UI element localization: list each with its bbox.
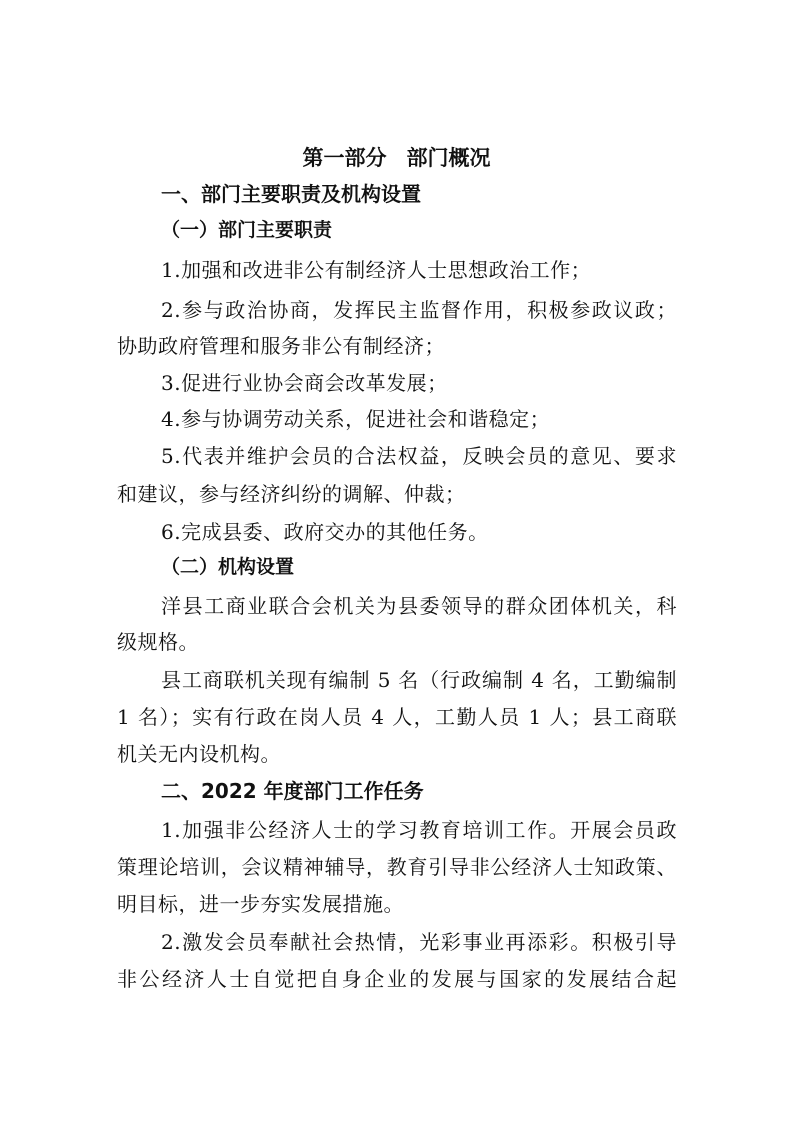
subsection-heading: （一）部门主要职责 (161, 219, 333, 241)
paragraph-line: 机关无内设机构。 (117, 742, 281, 766)
title-name: 部门概况 (406, 146, 491, 170)
paragraph-line: 2.激发会员奉献社会热情，光彩事业再添彩。积极引导 (161, 930, 677, 954)
duty-item-1: 1.加强和改进非公有制经济人士思想政治工作； (161, 258, 592, 282)
duty-item-5: 5.代表并维护会员的合法权益，反映会员的意见、要求 (161, 444, 677, 468)
paragraph-line: 策理论培训，会议精神辅导，教育引导非公经济人士知政策、 (117, 855, 677, 879)
duty-item-5-cont: 和建议，参与经济纠纷的调解、仲裁； (117, 482, 466, 506)
subsection-heading: （二）机构设置 (161, 556, 295, 578)
paragraph-line: 1.加强非公经济人士的学习教育培训工作。开展会员政 (161, 818, 677, 842)
page-title (0, 143, 793, 173)
duty-item-4: 4.参与协调劳动关系，促进社会和谐稳定； (161, 407, 551, 431)
paragraph-line: 县工商联机关现有编制 5 名（行政编制 4 名，工勤编制 (161, 668, 677, 692)
paragraph-line: 级规格。 (117, 630, 199, 654)
duty-item-6: 6.完成县委、政府交办的其他任务。 (161, 520, 489, 544)
paragraph-line: 非公经济人士自觉把自身企业的发展与国家的发展结合起 (117, 967, 677, 991)
section-heading: 二、2022 年度部门工作任务 (161, 779, 424, 803)
section-heading: 一、部门主要职责及机构设置 (161, 182, 421, 206)
paragraph-line: 洋县工商业联合会机关为县委领导的群众团体机关，科 (161, 594, 677, 618)
duty-item-2-cont: 协助政府管理和服务非公有制经济； (117, 334, 445, 358)
paragraph-line: 1 名）；实有行政在岗人员 4 人，工勤人员 1 人；县工商联 (117, 705, 677, 729)
title-part: 第一部分 (302, 146, 387, 170)
duty-item-2: 2.参与政治协商，发挥民主监督作用，积极参政议政； (161, 298, 677, 322)
paragraph-line: 明目标，进一步夯实发展措施。 (117, 892, 404, 916)
duty-item-3: 3.促进行业协会商会改革发展； (161, 371, 448, 395)
